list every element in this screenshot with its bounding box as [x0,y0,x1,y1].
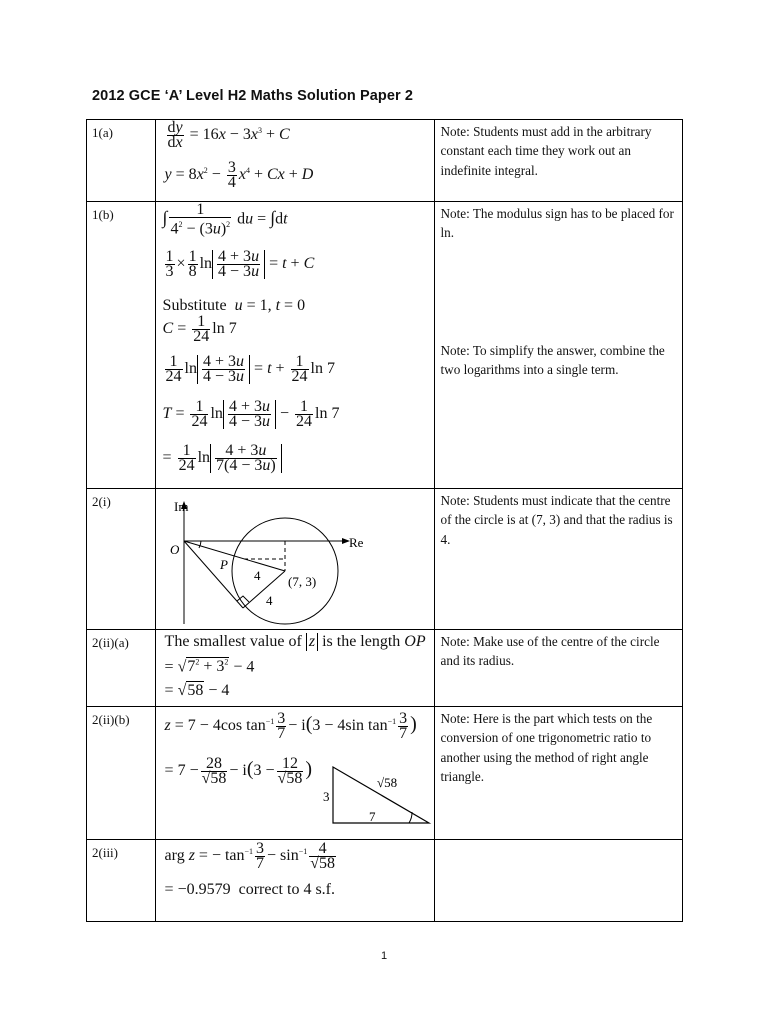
table-row [87,120,683,202]
note-text: Note: To simplify the answer, combine the two logarithms into a single term. [440,342,665,378]
equation-line: $\frac{1}{3}$ × $\frac{1}{8}$ ln $\frac{4 + 3u}{4 - 3u}$ = t + C [165,248,315,280]
argand-diagram [156,489,376,627]
note-text [434,840,683,922]
working-cell [155,489,434,630]
adjacent-side-label: 7 [368,809,376,824]
equation-line: arg z = − $\tan^{-1}$ $\frac{3}{7}$ − $\sin^{-1}$ $\frac{4}{√58}$ [164,840,336,872]
im-axis-label: Im [173,499,188,514]
table-row [87,840,683,922]
table-row [87,707,683,840]
equation-line: = −0.9579 correct to 4 s.f. [164,881,335,898]
hypotenuse-label: √58 [376,775,397,790]
working-cell [155,840,434,922]
equation-line: = √58 − 4 [164,682,230,699]
opposite-side-label: 3 [322,789,330,804]
working-cell [155,707,434,840]
table-row [87,202,683,489]
question-label: 2(ii)(a) [87,630,156,707]
equation-line: ∫ $\frac{1}{4^2 - (3u)^2}$ du = ∫dt [162,201,288,238]
equation-line: C = $\frac{1}{24}$ ln 7 [162,313,237,345]
note-text: Note: Students must indicate that the centre of the circle is at (7, 3) and that the radius is 4. [434,489,683,630]
point-p-label: P [219,557,228,572]
equation-line: = $√7^2 + 3^2 - 4$ [164,658,255,676]
re-axis-label: Re [348,535,363,550]
equation-line: = 7 − $\frac{28}{√58}$ − i(3 − $\frac{12}{√58}$ ) [164,755,312,787]
table-row [87,489,683,630]
working-cell [155,202,434,489]
equation-line: $\frac{dy}{dx}$ = $16x - 3x^3 + C$ [167,119,290,151]
question-label: 1(a) [87,120,156,202]
note-text: Note: Here is the part which tests on the conversion of one trigonometric ratio to another using the method of right angle triangle. [434,707,683,840]
question-label: 2(ii)(b) [87,707,156,840]
solution-table [86,119,683,922]
table-row [87,630,683,707]
centre-label: (7, 3) [287,574,316,589]
working-cell [155,630,434,707]
radius-label: 4 [253,568,261,583]
equation-line: The smallest value of z is the length OP [164,633,426,651]
equation-line: $y = 8x^2$ − $\frac{3}{4}$ $x^4 + Cx + D$ [164,159,314,191]
equation-line: T = $\frac{1}{24}$ ln $\frac{4 + 3u}{4 - 3u}$ − $\frac{1}{24}$ ln 7 [162,398,340,430]
question-label: 1(b) [87,202,156,489]
note-text: Note: The modulus sign has to be placed for ln. [440,206,674,241]
document-title: 2012 GCE ‘A’ Level H2 Maths Solution Paper 2 [92,88,414,104]
note-text: Note: Make use of the centre of the circle and its radius. [434,630,683,707]
question-label: 2(iii) [87,840,156,922]
equation-line: Substitute u = 1, t = 0 [162,297,306,314]
equation-line: = $\frac{1}{24}$ ln $\frac{4 + 3u}{7(4 - 3u)}$ [163,444,282,473]
equation-line: $\frac{1}{24}$ ln $\frac{4 + 3u}{4 - 3u}$ = t + $\frac{1}{24}$ ln 7 [165,353,335,385]
page-number: 1 [380,950,388,962]
working-cell [155,120,434,202]
origin-label: O [169,542,179,557]
note-text: Note: Students must add in the arbitrary constant each time they work out an indefinite integral. [434,120,683,202]
radius-label: 4 [265,593,273,608]
note-cell [434,202,683,489]
question-label: 2(i) [87,489,156,630]
equation-line: z = 7 − 4cos $\tan^{-1}$ $\frac{3}{7}$ − i(3 − 4sin $\tan^{-1}$ $\frac{3}{7}$ ) [164,710,417,742]
right-angle-triangle [321,759,441,829]
